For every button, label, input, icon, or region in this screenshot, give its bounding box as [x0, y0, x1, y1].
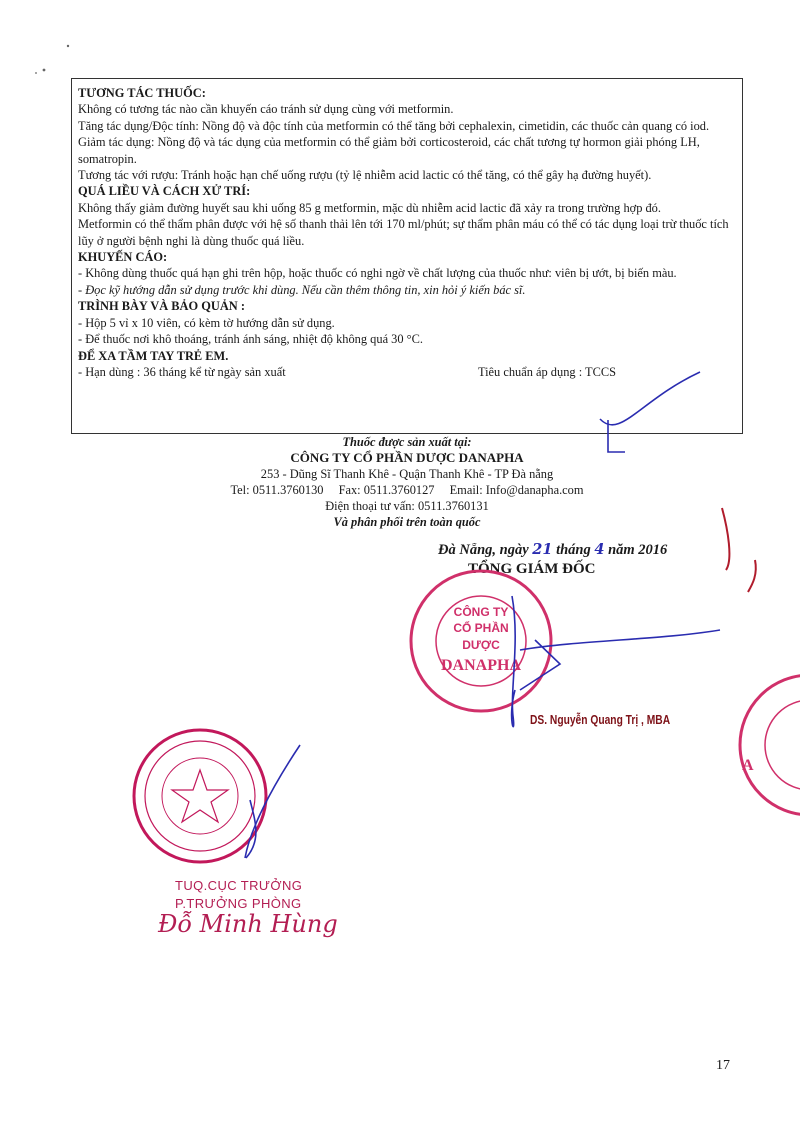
product-info-content [78, 85, 736, 380]
date-month: 4 [594, 541, 605, 558]
stamp-center-line1: CÔNG TY [453, 605, 509, 619]
director-signatory: DS. Nguyễn Quang Trị , MBA [530, 713, 671, 727]
director-title: TỔNG GIÁM ĐỐC [468, 561, 596, 577]
date-month-word: tháng [556, 542, 591, 558]
date-prefix: Đà Nẵng, ngày [438, 542, 529, 558]
manufacturer-block [71, 434, 743, 530]
right-edge-stamp-fragment [740, 675, 800, 815]
ministry-title-line1: TUQ.CỤC TRƯỞNG [175, 878, 303, 893]
presentation-line: - Để thuốc nơi khô thoáng, tránh ánh sáng, nhiệt độ không quá 30 °C. [78, 332, 423, 347]
distribution-note: Và phân phối trên toàn quốc [333, 515, 481, 529]
applied-standard: Tiêu chuẩn áp dụng : TCCS [477, 364, 616, 379]
warning-line-italic: - Đọc kỹ hướng dẫn sử dụng trước khi dùng. Nếu cần thêm thông tin, xin hỏi ý kiến bác sĩ. [78, 282, 526, 297]
interaction-line: Tương tác với rượu: Tránh hoặc hạn chế uống rượu (tỷ lệ nhiễm acid lactic có thể tăng, có thể gây hạ đường huyết). [78, 168, 652, 183]
svg-text:A: A [742, 757, 754, 774]
manufacturer-email: Email: Info@danapha.com [449, 483, 584, 497]
date-day: 21 [532, 541, 553, 558]
shelf-life-row [78, 364, 736, 380]
page-number: 17 [716, 1058, 730, 1073]
stamp-center-line2: CỔ PHẦN [453, 621, 509, 635]
ministry-official-name: Đỗ Minh Hùng [158, 910, 338, 938]
consult-phone: Điện thoại tư vấn: 0511.3760131 [325, 499, 489, 513]
company-stamp [411, 571, 551, 711]
overdose-line: Không thấy giảm đường huyết sau khi uống 85 g metformin, mặc dù nhiễm acid lactic đã xảy ra trong trường hợp đó. [78, 200, 661, 215]
shelf-life: - Hạn dùng : 36 tháng kể từ ngày sản xuất [78, 364, 286, 379]
manufacturer-intro: Thuốc được sản xuất tại: [342, 435, 472, 449]
warning-heading: KHUYẾN CÁO: [78, 250, 168, 265]
stamp-center-line4: DANAPHA [441, 657, 521, 674]
manufacturer-address: 253 - Dũng Sĩ Thanh Khê - Quận Thanh Khê - TP Đà nẵng [260, 467, 554, 481]
overdose-heading: QUÁ LIỀU VÀ CÁCH XỬ TRÍ: [78, 184, 251, 199]
manufacturer-company: CÔNG TY CỔ PHẦN DƯỢC DANAPHA [290, 450, 524, 465]
presentation-heading: TRÌNH BÀY VÀ BẢO QUẢN : [78, 299, 245, 314]
interaction-line: Không có tương tác nào cần khuyến cáo tránh sử dụng cùng với metformin. [78, 102, 454, 117]
ministry-stamp [134, 730, 266, 862]
manufacturer-tel: Tel: 0511.3760130 [230, 483, 324, 497]
interaction-line: Tăng tác dụng/Độc tính: Nồng độ và độc tính của metformin có thể tăng bởi cephalexin, cimetidin, các thuốc cản quang có iod. [78, 118, 710, 133]
children-warning: ĐỂ XA TẦM TAY TRẺ EM. [78, 348, 229, 363]
interaction-line: Giảm tác dụng: Nồng độ và tác dụng của metformin có thể giảm bởi corticosteroid, các chất tương tự hormon giải phóng LH, somatropin. [78, 135, 700, 166]
presentation-line: - Hộp 5 vỉ x 10 viên, có kèm tờ hướng dẫn sử dụng. [78, 315, 335, 330]
stamp-center-line3: DƯỢC [462, 638, 500, 652]
approval-date [438, 541, 667, 559]
interaction-heading: TƯƠNG TÁC THUỐC: [78, 86, 206, 100]
manufacturer-fax: Fax: 0511.3760127 [338, 483, 435, 497]
date-year: năm 2016 [608, 542, 668, 558]
product-info-box [71, 78, 743, 434]
scan-specks [35, 45, 69, 74]
manufacturer-contacts [71, 482, 743, 498]
ministry-title-line2: P.TRƯỞNG PHÒNG [175, 896, 302, 911]
warning-line: - Không dùng thuốc quá hạn ghi trên hộp, hoặc thuốc có nghi ngờ về chất lượng của thuốc như: viên bị ướt, bị biến màu. [78, 266, 677, 281]
overdose-line: Metformin có thể thẩm phân được với hệ số thanh thải lên tới 170 ml/phút; sự thẩm phân máu có thể có tác dụng loại trừ thuốc tích lũy ở người bệnh nghi là dùng thuốc quá liều. [78, 217, 729, 248]
